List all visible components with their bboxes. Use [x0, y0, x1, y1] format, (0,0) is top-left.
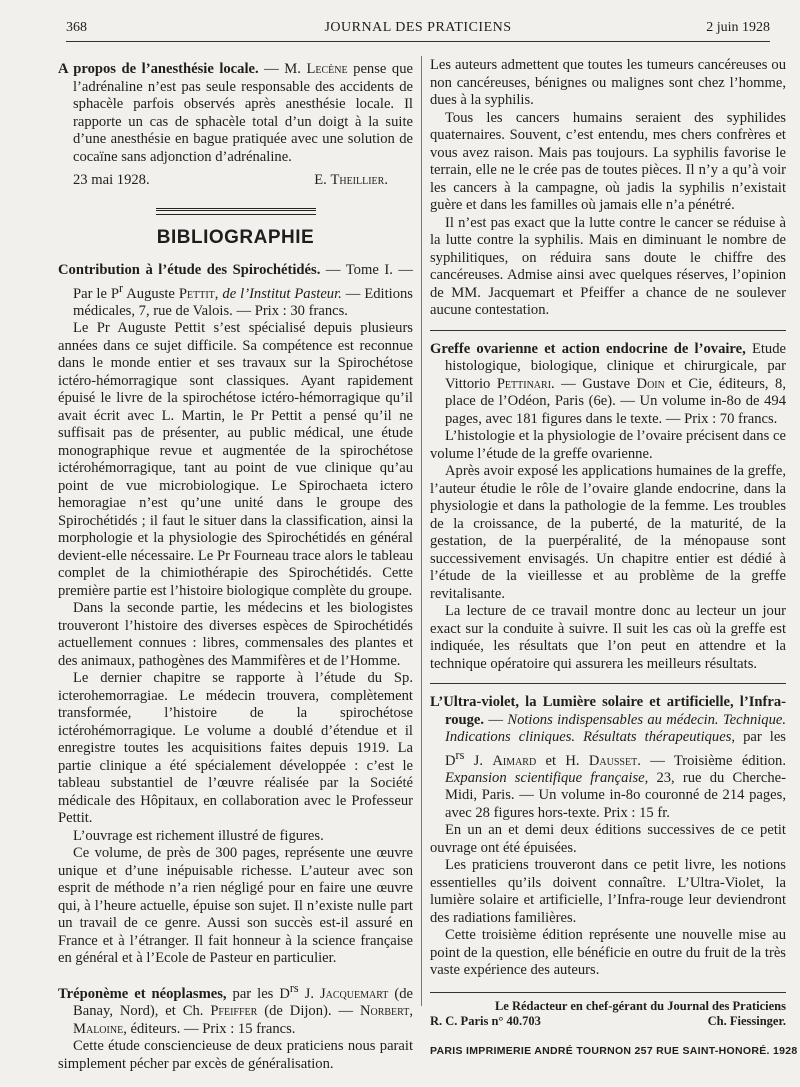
greffe-author: Pettinari — [496, 375, 552, 392]
rc-number: R. C. Paris n° 40.703 — [430, 1013, 541, 1028]
uv-meta2: J. — [464, 752, 493, 769]
uv-dash: — — [484, 711, 508, 728]
trepo-meta1: par les D — [226, 985, 290, 1002]
uv-paragraph: En un an et demi deux éditions successives de ce petit ouvrage ont été épuisées. — [430, 822, 786, 856]
review-greffe-citation — [430, 341, 786, 429]
uv-meta5: 23, rue du Cherche-Midi, Paris. — Un volume in-8o couronné de 214 pages, avec 28 figures hors-texte. Prix : 15 fr. — [445, 769, 786, 821]
spiro-title: Contribution à l’étude des Spirochétidés. — [58, 262, 321, 278]
trepo-author1: Jacquemart — [319, 985, 389, 1002]
journal-title: JOURNAL DES PRATICIENS — [324, 20, 512, 35]
spiro-paragraph: L’ouvrage est richement illustré de figures. — [73, 827, 324, 844]
trepo-continued-paragraph: Il n’est pas exact que la lutte contre le cancer se réduise à la lutte contre la syphilis. Mais en diminuant le nombre de syphilitiques, on réduira sans doute le chiffre des cancéreuses. Admise ainsi avec quelques réserves, l’opinion de MM. Jacquemart et Pfeiffer a chance de ne soulever aucune contestation. — [430, 214, 786, 318]
running-header — [66, 20, 770, 40]
trepo-continued-paragraph: Tous les cancers humains seraient des syphilides quaternaires. Souvent, c’est entendu, mes chers confrères et vous avez raison. Mais pas toujours. La syphilis favorise le terrain, elle ne le crée pas de toutes pièces. Il n’y a qu’à voir les cancers à la campagne, où jadis la syphilis n’existait guère et dans les familles où jamais elle n’a pénétré. — [430, 109, 786, 213]
uv-paragraph: Les praticiens trouveront dans ce petit livre, les notions essentielles qu’ils doivent connaître. L’Ultra-Violet, la lumière solaire et artificielle, l’Infra-rouge leur deviendront des radiations familières. — [430, 857, 786, 926]
greffe-paragraph: Après avoir exposé les applications humaines de la greffe, l’auteur étudie le rôle de l’ovaire glande endocrine, dans la physiologie et dans la pathologie de la femme. Les troubles de la croissance, de la puberté, de la maturité, de la gestation, de la puerpéralité, de la ménopause sont successivement envisagés. Un chapitre entier est dédié à l’étude de la vieillesse et au problème de la greffe revitalisante. — [430, 463, 786, 602]
trepo-continued-paragraph: Les auteurs admettent que toutes les tumeurs cancéreuses ou non cancéreuses, bénignes ou malignes sont chez l’homme, dues à la syphilis. — [430, 57, 786, 108]
trepo-meta4: (de Dijon). — — [257, 1003, 360, 1020]
uv-meta3: et H. — [536, 752, 589, 769]
anesthesie-body: pense que l’adrénaline n’est pas seule responsable des accidents de sphacèle parfois observés après anesthésie locale. Il rapporte un cas de sphacèle total d’un doigt à la suite d’une anesthésie en bague pratiquée avec une solution de cocaïne sans adjonction d’adrénaline. — [73, 61, 413, 165]
greffe-publisher: Doin — [636, 375, 665, 392]
section-heading-bibliographie: BIBLIOGRAPHIE — [156, 226, 315, 248]
greffe-meta2: . — Gustave — [551, 375, 637, 392]
greffe-title: Greffe ovarienne et action endocrine de l’ovaire, — [430, 340, 746, 357]
left-column — [58, 57, 413, 1073]
spiro-paragraph: Ce volume, de près de 300 pages, représente une œuvre unique et d’une inépuisable richesse. L’auteur avec son esprit de méthode n’a rien négligé pour en faire une œuvre qui, à l’heure actuelle, épuise son sujet. Il n’existe nulle part un travail de ce genre. Aussi son succès est-il assuré en France et à l’étranger. Il fait honneur à la science française en général et à l’Ecole de Pasteur en particulier. — [58, 845, 413, 967]
anesthesie-signature-line — [58, 172, 413, 190]
spiro-paragraph: Le Pr Auguste Pettit s’est spécialisé depuis plusieurs années dans ce sujet difficile. Sa compétence est reconnue dans le monde entier et ses travaux sur la Spirochétose ictéro-hémorragique sont classiques. Ayant rapidement épuisé le livre de la spirochétose ictéro-hémorragique qu’il avait écrit avec L. Martin, le Pr Pettit a pensé qu’il ne suffisait pas de présenter, au public médical, une étude monographique revue et augmentée de la spirochétose ictérohémorragique, tant au point de vue clinique qu’au point de vue microbiologique. Le Spirochaeta ictero hemoragiae n’est qu’une unité dans le groupe des Spirochétidés ; il faut le situer dans la classification, ainsi la morphologie et la physiologie des Spirochétidés en général devient-elle nécessaire. Le Pr Fourneau trace alors le tableau complet de la chimiothérapie des Spirochétidés. Cette première partie est l’histoire biologique complète du groupe. — [58, 320, 413, 599]
anesthesie-date: 23 mai 1928. — [73, 172, 150, 188]
greffe-meta1: Etude histologique, biologique, clinique et chirurgicale, par Vittorio — [445, 340, 786, 392]
editor-line: Le Rédacteur en chef-gérant du Journal des Praticiens — [494, 998, 786, 1013]
trepo-paragraph: Cette étude consciencieuse de deux praticiens nous parait simplement pécher par excès de généralisation. — [58, 1038, 413, 1072]
issue-date: 2 juin 1928 — [706, 20, 770, 35]
column-separator — [421, 56, 422, 1006]
double-rule — [156, 208, 316, 215]
spiro-sup: r — [119, 280, 124, 295]
uv-subtitle: Notions indispensables au médecin. Technique. Indications cliniques. Résultats thérapeutiques, — [445, 711, 787, 745]
section-rule — [430, 683, 786, 684]
spiro-paragraph: Le dernier chapitre se rapporte à l’étude du Sp. icterohemorragiae. Le médecin trouvera, complètement transformée, l’histoire de la spirochétose ictérohémorragique. Le volume a doublé d’étendue et il enregistre toutes les acquisitions faites depuis 1919. La partie clinique a été spécialement développée : c’est le tableau substantiel de l’œuvre réalisée par la Société médicale des Hôpitaux, en collaboration avec le Professeur Pettit. — [58, 670, 413, 827]
header-rule — [66, 41, 770, 42]
right-column — [430, 57, 798, 1060]
footer-rule — [430, 992, 786, 993]
uv-meta1: par les D — [445, 729, 786, 769]
trepo-title: Tréponème et néoplasmes, — [58, 985, 227, 1002]
spiro-meta2: Auguste — [123, 285, 179, 302]
spiro-paragraph: Dans la seconde partie, les médecins et les biologistes trouveront l’histoire des diverses espèces de Spirochétidés actuellement connues : libres, commensales des plantes et des animaux, pathogènes des Mammifères et de l’Homme. — [58, 600, 413, 669]
trepo-meta3: (de Banay, Nord), et Ch. — [73, 985, 413, 1020]
greffe-meta3: et Cie, éditeurs, 8, place de l’Odéon, Paris (6e). — Un volume in-8o de 494 pages, avec 181 figures dans le texte. — Prix : 70 francs. — [445, 375, 786, 427]
spiro-affiliation: de l’Institut Pasteur. — [222, 285, 342, 302]
review-spirochetides-citation — [58, 262, 413, 320]
spiro-author: Pettit — [178, 285, 215, 302]
uv-title: L’Ultra-violet, la Lumière solaire et artificielle, l’Infra-rouge. — [430, 694, 786, 728]
greffe-paragraph: L’histologie et la physiologie de l’ovaire précisent dans ce volume l’étude de la greffe ovarienne. — [430, 428, 786, 462]
printer-imprint: PARIS IMPRIMERIE ANDRÉ TOURNON 257 RUE SAINT-HONORÉ. 1928 — [430, 1044, 798, 1057]
page-number: 368 — [66, 20, 87, 35]
editor-line-2 — [430, 1014, 786, 1029]
trepo-author2: Pfeiffer — [210, 1003, 258, 1020]
spiro-meta3: , — [214, 285, 223, 302]
uv-author2: Dausset — [588, 752, 638, 769]
spiro-meta4: — Editions médicales, 7, rue de Valois. — Prix : 30 francs. — [73, 285, 413, 319]
anesthesie-title: A propos de l’anesthésie locale. — [58, 61, 259, 77]
signature-name: Theillier. — [330, 172, 388, 188]
trepo-sup: rs — [289, 980, 299, 995]
spiro-meta1: — Tome I. — Par le P — [73, 262, 413, 302]
review-ultraviolet-citation — [430, 694, 786, 822]
signature — [314, 172, 388, 190]
review-treponeme-citation — [58, 980, 413, 1038]
signature-initial: E. — [314, 172, 331, 188]
uv-author1: Aimard — [492, 752, 537, 769]
anesthesie-prefix: — M. — [258, 61, 307, 77]
editor-signature-block — [430, 999, 786, 1029]
author-lecene: Lecène — [306, 61, 348, 77]
trepo-meta2: J. — [298, 985, 320, 1002]
trepo-meta5: , éditeurs. — Prix : 15 francs. — [123, 1020, 296, 1037]
uv-paragraph: Cette troisième édition représente une nouvelle mise au point de la question, elle bénéficie en outre du fruit de la très vaste expérience des auteurs. — [430, 927, 786, 979]
editor-name: Ch. Fiessinger. — [707, 1013, 786, 1028]
anesthesie-note — [58, 61, 413, 166]
greffe-paragraph: La lecture de ce travail montre donc au lecteur un jour exact sur la conduite à suivre. Il suit les cas où la greffe est indiquée, les résultats que l’on peut en attendre et la technique opératoire qui assurera les meilleurs résultats. — [430, 603, 786, 672]
section-rule — [430, 330, 786, 331]
uv-meta4: . — Troisième édition. — [637, 752, 787, 769]
uv-publisher: Expansion scientifique française, — [445, 769, 649, 786]
uv-sup: rs — [455, 747, 465, 762]
trepo-publisher: Norbert, Maloine — [73, 1003, 413, 1037]
